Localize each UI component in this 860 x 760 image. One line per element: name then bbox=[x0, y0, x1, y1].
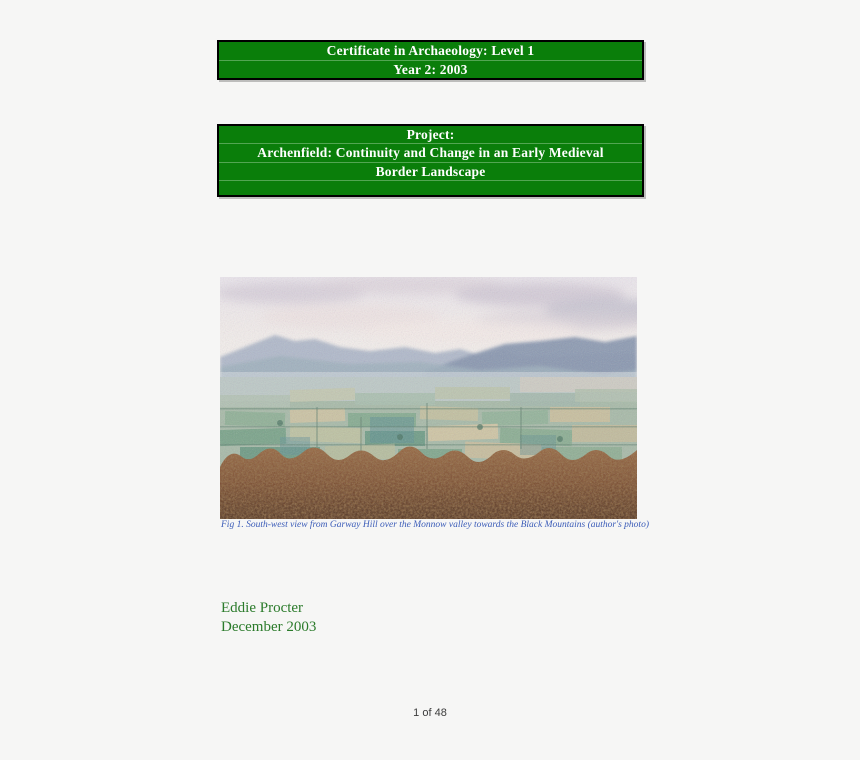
course-banner-line1: Certificate in Archaeology: Level 1 bbox=[326, 43, 535, 58]
project-banner-line1: Project: bbox=[406, 127, 455, 142]
author-name: Eddie Procter bbox=[221, 600, 304, 616]
author-date: December 2003 bbox=[221, 619, 317, 635]
page-indicator: 1 of 48 bbox=[413, 707, 447, 719]
author-block bbox=[221, 599, 316, 637]
photo-caption: Fig 1. South-west view from Garway Hill over the Monnow valley towards the Black Mountains (author's photo) bbox=[221, 520, 649, 530]
project-banner-line2: Archenfield: Continuity and Change in an Early Medieval bbox=[219, 143, 642, 161]
course-banner-line2: Year 2: 2003 bbox=[219, 60, 642, 79]
project-banner bbox=[217, 124, 644, 197]
project-banner-line3: Border Landscape bbox=[219, 162, 642, 180]
cover-photo bbox=[220, 277, 637, 519]
project-banner-spacer-row bbox=[219, 180, 642, 195]
course-banner bbox=[217, 40, 644, 80]
